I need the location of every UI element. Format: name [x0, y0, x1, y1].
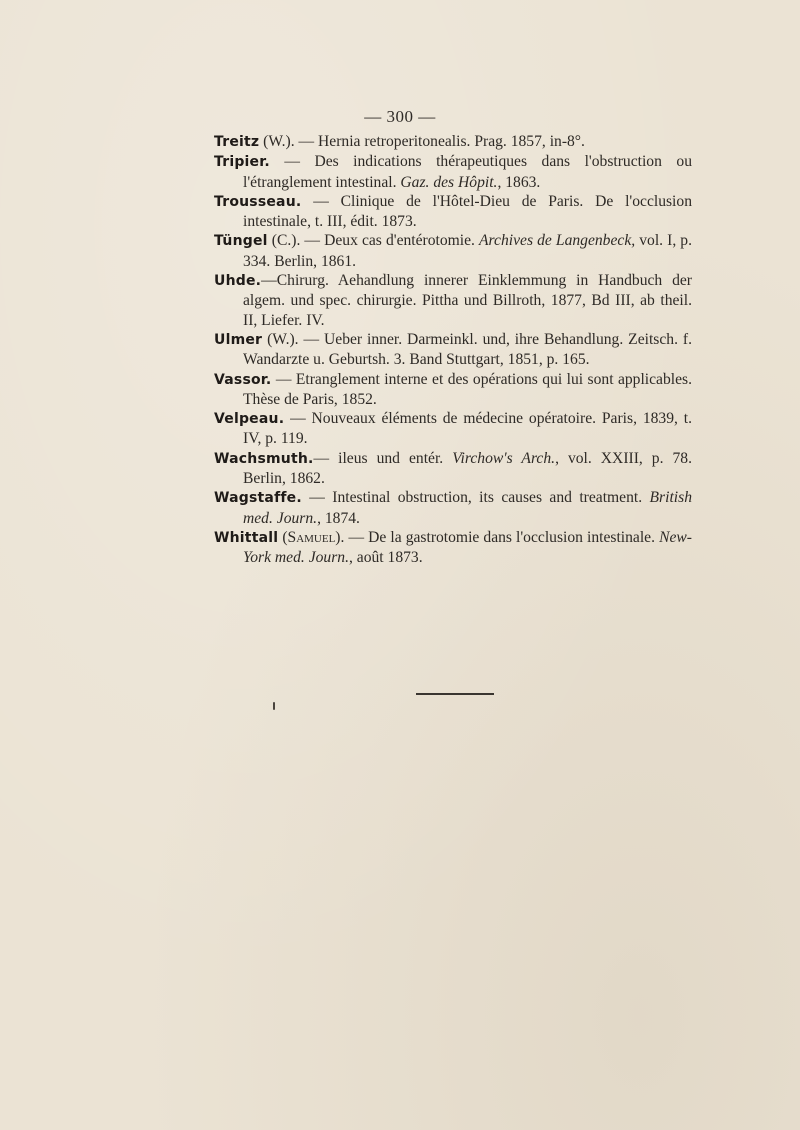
entry-author: Tüngel	[214, 233, 268, 250]
bibliography-entry	[214, 132, 692, 152]
entry-author: Trousseau.	[214, 193, 302, 210]
end-rule	[416, 693, 494, 695]
entry-details: — ileus und entér.	[313, 449, 453, 467]
entry-author: Uhde.	[214, 273, 262, 290]
bibliography-entry	[214, 528, 692, 568]
entry-author: Whittall	[214, 529, 279, 546]
bibliography-entry	[214, 152, 692, 192]
ink-speck	[273, 702, 275, 710]
entry-journal: Virchow's Arch.	[452, 449, 556, 467]
entry-details: (	[278, 528, 288, 546]
entry-author: Velpeau.	[214, 411, 285, 428]
entry-details: (W.). — Ueber inner. Darmeinkl. und, ihre Behandlung. Zeitsch. f. Wandarzte u. Geburtsh. 3. Band Stuttgart, 1851, p. 165.	[243, 330, 692, 369]
bibliography-entry	[214, 449, 692, 489]
entry-details-end: vol. I, p. 334. Berlin, 1861.	[243, 232, 693, 270]
entry-author: Wachsmuth.	[214, 450, 314, 467]
entry-details: —Chirurg. Aehandlung innerer Einklemmung in Handbuch der algem. und spec. chirurgie. Pittha und Billroth, 1877, Bd III, ab theil. II, Liefer. IV.	[243, 272, 692, 329]
entry-journal: British med. Journ.	[243, 489, 692, 527]
bibliography-entry	[214, 330, 692, 370]
entry-details: — Intestinal obstruction, its causes and treatment.	[301, 489, 650, 507]
entry-details: (C.). — Deux cas d'entérotomie.	[267, 232, 480, 250]
entry-details-end: , 1874.	[317, 509, 360, 527]
entry-details: — Clinique de l'Hôtel-Dieu de Paris. De l'occlusion intestinale, t. III, édit. 1873.	[243, 192, 692, 231]
page-number: — 300 —	[364, 107, 436, 126]
bibliography-entry	[214, 370, 692, 410]
entry-journal: Gaz. des Hôpit.	[400, 173, 498, 191]
bibliography-entry	[214, 271, 692, 330]
entry-author: Ulmer	[214, 331, 263, 348]
entry-details-end: , août 1873.	[348, 549, 423, 567]
entry-journal: New-York med. Journ.	[243, 528, 692, 567]
bibliography-list	[214, 132, 692, 568]
entry-author: Tripier.	[214, 154, 270, 171]
entry-journal: Archives de Langenbeck,	[479, 232, 636, 250]
bibliography-entry	[214, 409, 692, 449]
entry-details: (W.). — Hernia retroperitonealis. Prag. 1857, in-8°.	[259, 133, 585, 150]
bibliography-entry	[214, 488, 692, 528]
entry-details: — Des indications thérapeutiques dans l'obstruction ou l'étranglement intestinal.	[243, 153, 692, 191]
entry-details-mid: ). — De la gastrotomie dans l'occlusion intestinale.	[335, 528, 660, 546]
entry-author: Wagstaffe.	[214, 490, 302, 507]
entry-details: — Nouveaux éléments de médecine opératoire. Paris, 1839, t. IV, p. 119.	[243, 410, 692, 448]
entry-author: Vassor.	[214, 371, 272, 388]
entry-details: — Etranglement interne et des opérations qui lui sont applicables. Thèse de Paris, 1852.	[243, 370, 692, 408]
bibliography-entry	[214, 192, 692, 232]
entry-details-end: , vol. XXIII, p. 78. Berlin, 1862.	[243, 449, 692, 488]
entry-author: Treitz	[214, 134, 260, 150]
entry-author-firstname: Samuel	[287, 528, 336, 546]
entry-details-end: , 1863.	[497, 173, 541, 191]
bibliography-entry	[214, 231, 692, 271]
